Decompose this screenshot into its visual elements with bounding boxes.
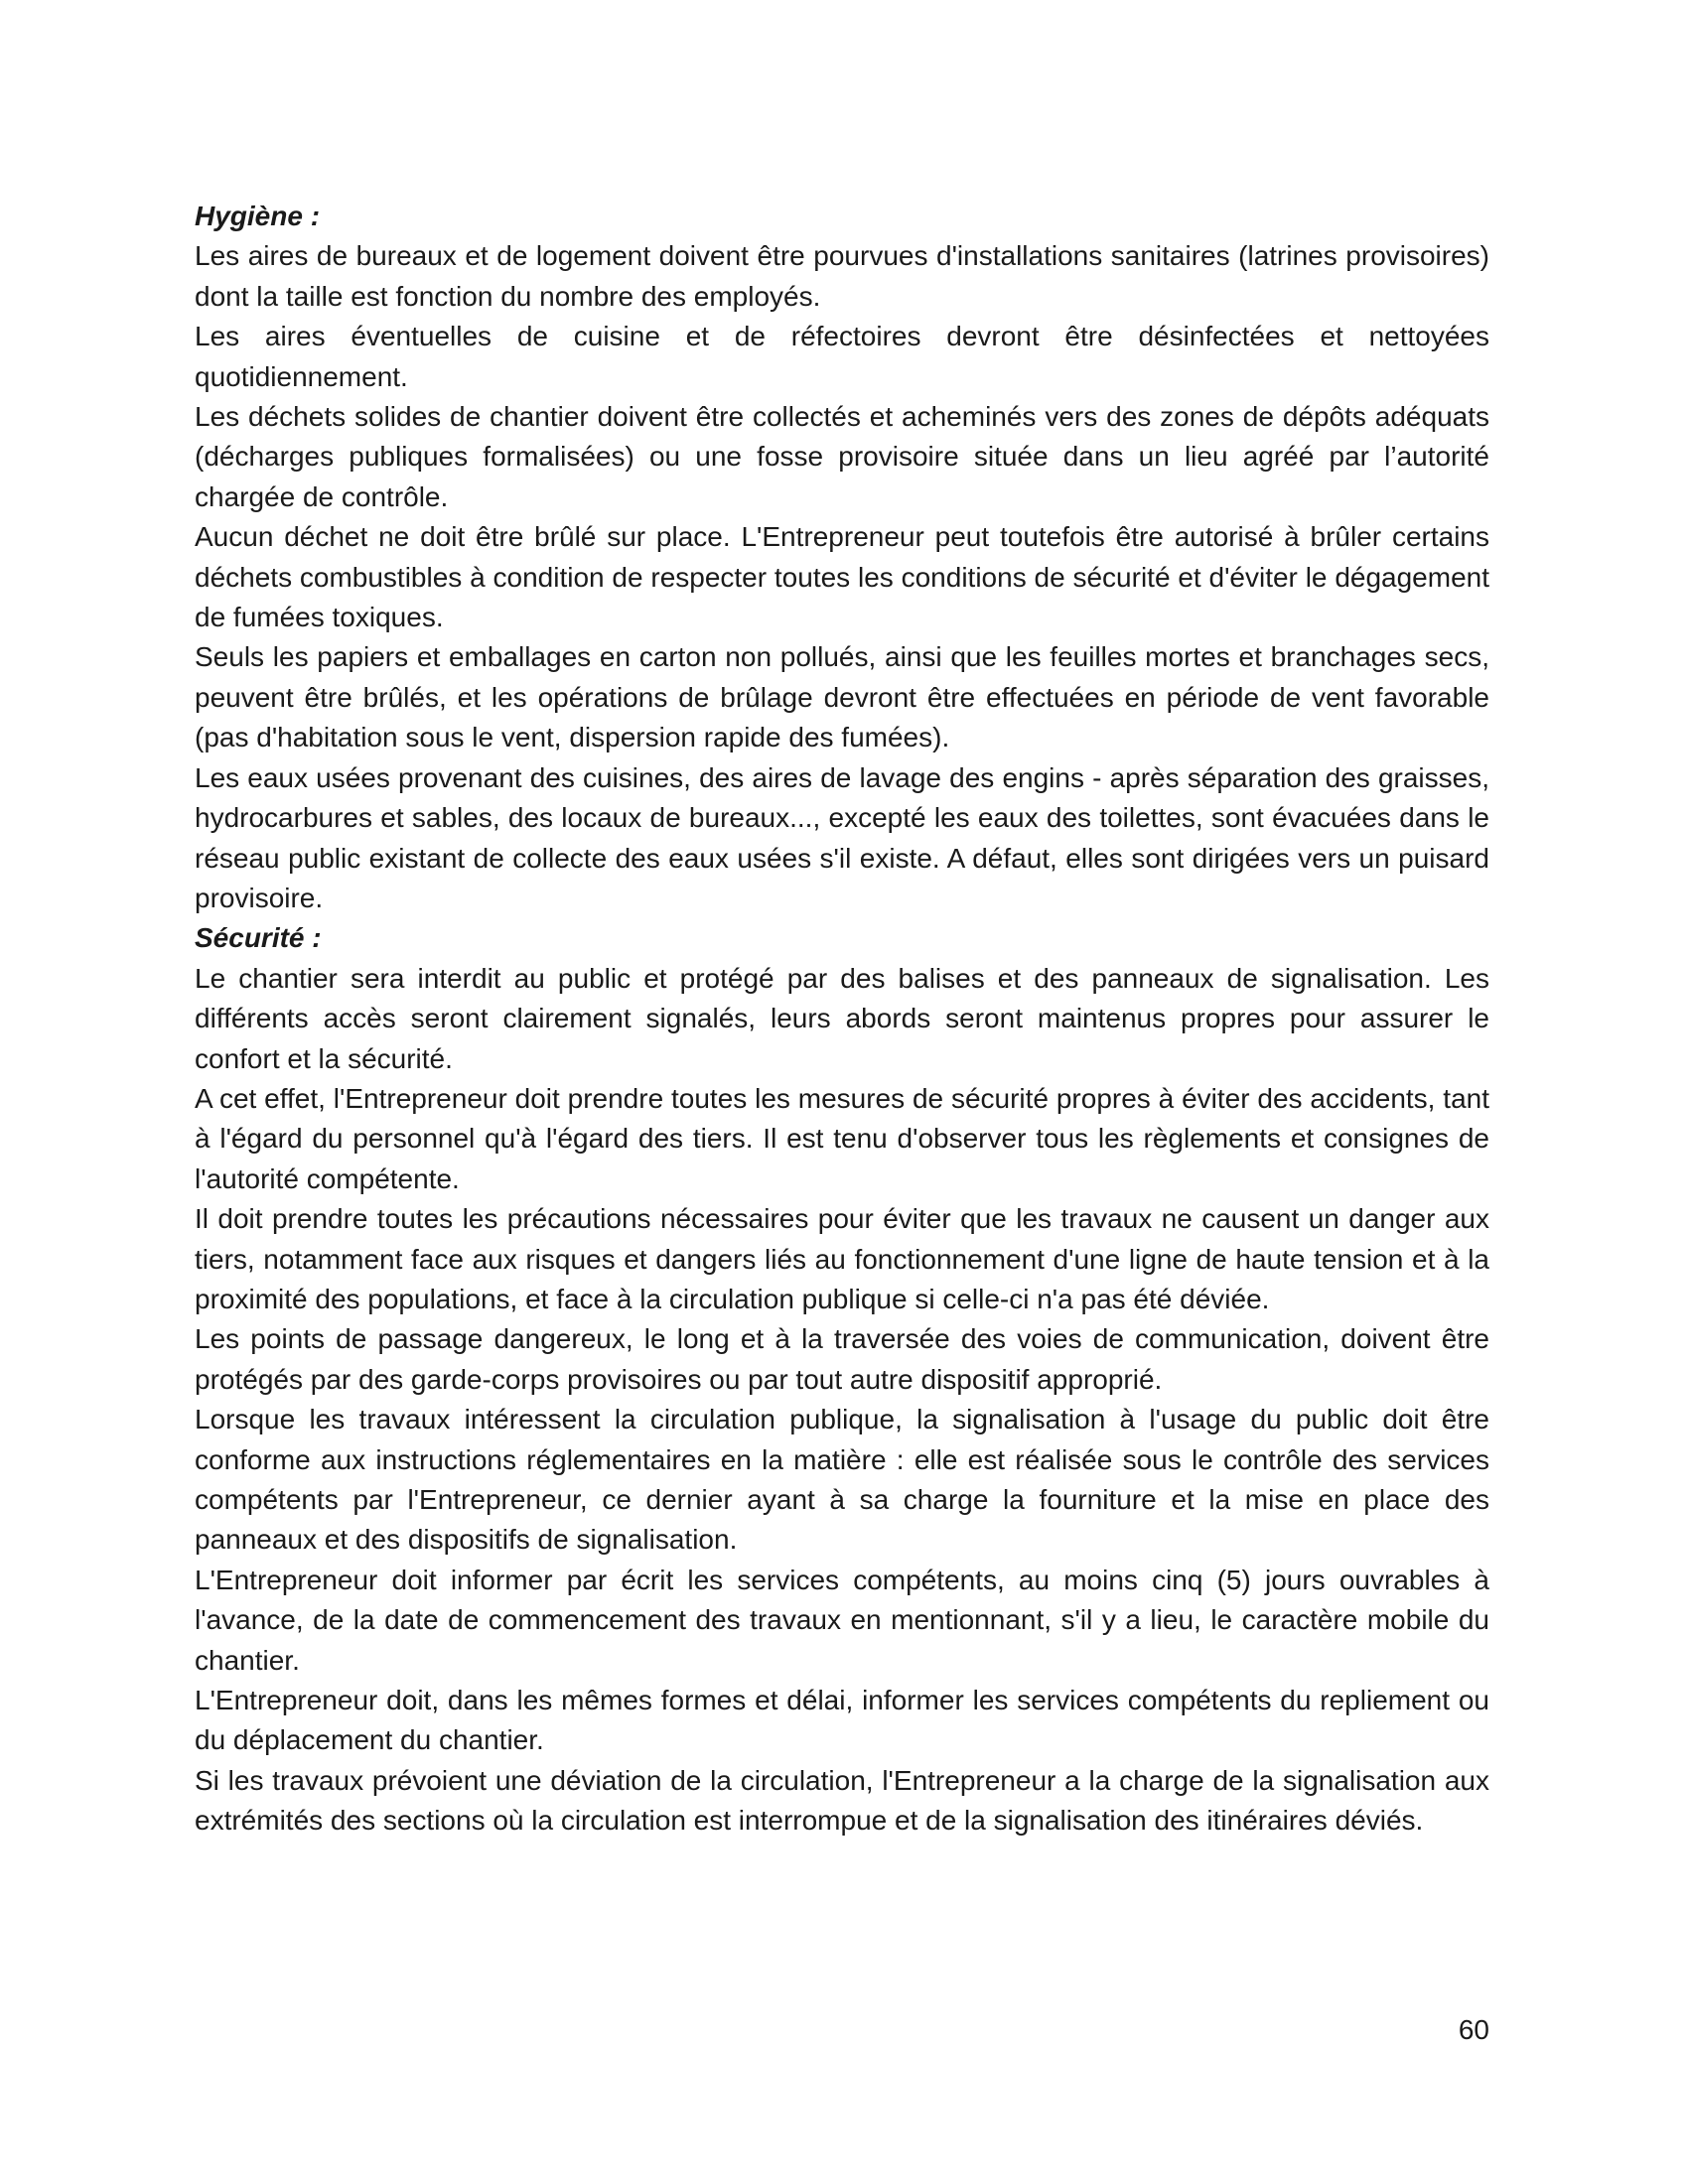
paragraph-sanitary-facilities: Les aires de bureaux et de logement doivent être pourvues d'installations sanitaires (latrines provisoires) dont la taille est fonction du nombre des employés.	[195, 240, 1489, 312]
paragraph-solid-waste: Les déchets solides de chantier doivent être collectés et acheminés vers des zones de dépôts adéquats (décharges publiques formalisées) ou une fosse provisoire située dans un lieu agréé par l’autorité chargée de contrôle.	[195, 401, 1489, 512]
page-number: 60	[1458, 2014, 1489, 2045]
document-body	[195, 197, 1489, 1842]
paragraph-wastewater: Les eaux usées provenant des cuisines, des aires de lavage des engins - après séparation des graisses, hydrocarbures et sables, des locaux de bureaux..., excepté les eaux des toilettes, sont évacuées dans le réseau public existant de collecte des eaux usées s'il existe. A défaut, elles sont dirigées vers un puisard provisoire.	[195, 761, 1489, 913]
paragraph-safety-measures: A cet effet, l'Entrepreneur doit prendre toutes les mesures de sécurité propres à éviter des accidents, tant à l'égard du personnel qu'à l'égard des tiers. Il est tenu d'observer tous les règlements et consignes de l'autorité compétente.	[195, 1082, 1489, 1194]
paragraph-site-closure: Le chantier sera interdit au public et protégé par des balises et des panneaux de signalisation. Les différents accès seront clairement signalés, leurs abords seront maintenus propres pour assurer le confort et la sécurité.	[195, 962, 1489, 1074]
paragraph-public-signage: Lorsque les travaux intéressent la circulation publique, la signalisation à l'usage du public doit être conforme aux instructions réglementaires en la matière : elle est réalisée sous le contrôle des services compétents par l'Entrepreneur, ce dernier ayant à sa charge la fourniture et la mise en place des panneaux et des dispositifs de signalisation.	[195, 1404, 1489, 1556]
section-heading-hygiene: Hygiène :	[195, 201, 321, 231]
paragraph-third-party-precautions: Il doit prendre toutes les précautions nécessaires pour éviter que les travaux ne causent un danger aux tiers, notamment face aux risques et dangers liés au fonctionnement d'une ligne de haute tension et à la proximité des populations, et face à la circulation publique si celle-ci n'a pas été déviée.	[195, 1203, 1489, 1314]
section-heading-securite: Sécurité :	[195, 922, 322, 954]
paragraph-no-burning: Aucun déchet ne doit être brûlé sur place. L'Entrepreneur peut toutefois être autorisé à brûler certains déchets combustibles à condition de respecter toutes les conditions de sécurité et d'éviter le dégagement de fumées toxiques.	[195, 521, 1489, 633]
paragraph-kitchen-disinfection: Les aires éventuelles de cuisine et de réfectoires devront être désinfectées et nettoyées quotidiennement.	[195, 321, 1489, 392]
paragraph-burnable-materials: Seuls les papiers et emballages en carton non pollués, ainsi que les feuilles mortes et branchages secs, peuvent être brûlés, et les opérations de brûlage devront être effectuées en période de vent favorable (pas d'habitation sous le vent, dispersion rapide des fumées).	[195, 641, 1489, 753]
paragraph-dangerous-crossings: Les points de passage dangereux, le long et à la traversée des voies de communication, doivent être protégés par des garde-corps provisoires ou par tout autre dispositif approprié.	[195, 1323, 1489, 1395]
paragraph-written-notice: L'Entrepreneur doit informer par écrit les services compétents, au moins cinq (5) jours ouvrables à l'avance, de la date de commencement des travaux en mentionnant, s'il y a lieu, le caractère mobile du chantier.	[195, 1564, 1489, 1676]
paragraph-site-relocation: L'Entrepreneur doit, dans les mêmes formes et délai, informer les services compétents du repliement ou du déplacement du chantier.	[195, 1685, 1489, 1756]
paragraph-traffic-diversion: Si les travaux prévoient une déviation de la circulation, l'Entrepreneur a la charge de la signalisation aux extrémités des sections où la circulation est interrompue et de la signalisation des itinéraires déviés.	[195, 1764, 1489, 1837]
